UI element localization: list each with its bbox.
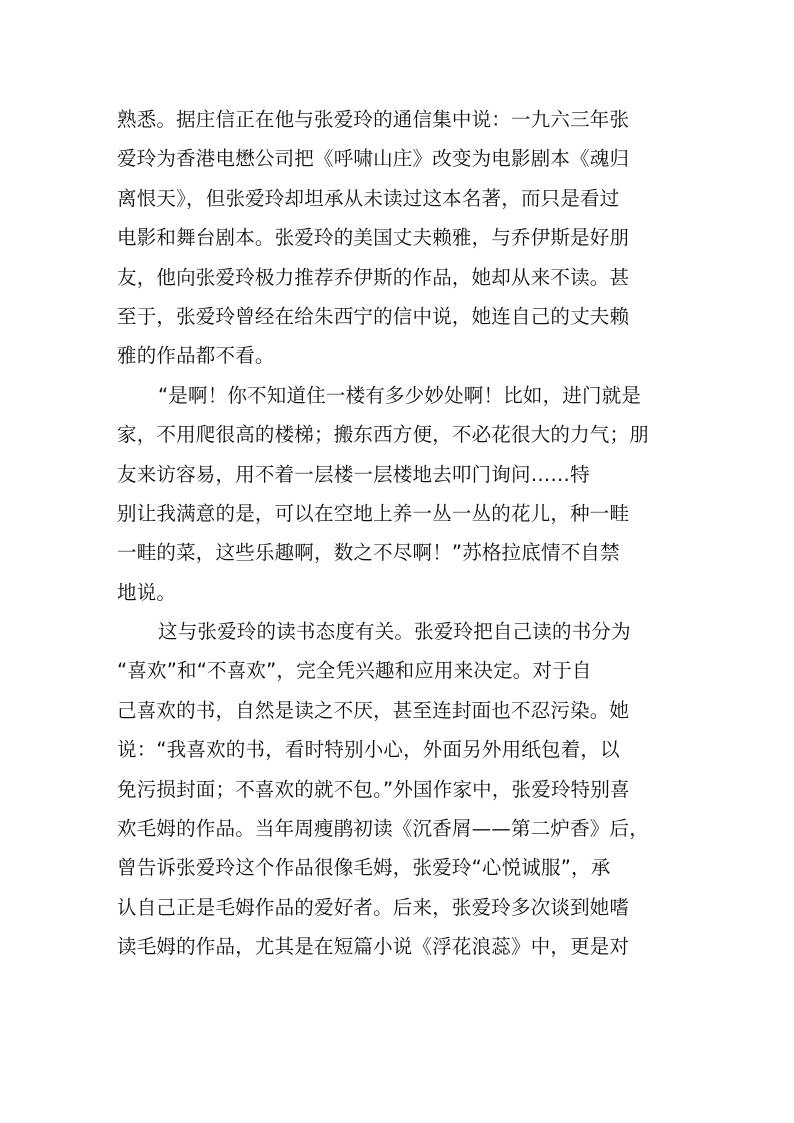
text-line: 欢毛姆的作品。当年周瘦鹃初读《沉香屑——第二炉香》后，	[117, 817, 649, 841]
paragraph-3	[117, 612, 677, 967]
text-line: 免污损封面；不喜欢的就不包。”外国作家中，张爱玲特别喜	[117, 777, 630, 801]
text-line: 友，他向张爱玲极力推荐乔伊斯的作品，她却从来不读。甚	[117, 265, 630, 289]
text-line: 这与张爱玲的读书态度有关。张爱玲把自己读的书分为	[158, 620, 631, 644]
text-line: 地说。	[117, 580, 177, 604]
paragraph-2	[117, 376, 677, 612]
text-line: 家，不用爬很高的楼梯；搬东西方便，不必花很大的力气；朋	[117, 423, 649, 447]
text-line: 别让我满意的是，可以在空地上养一丛一丛的花儿，种一畦	[117, 501, 630, 525]
text-line: 熟悉。据庄信正在他与张爱玲的通信集中说：一九六三年张	[117, 108, 630, 131]
text-line: 一畦的菜，这些乐趣啊，数之不尽啊！”苏格拉底情不自禁	[117, 541, 620, 565]
text-line: 友来访容易，用不着一层楼一层楼地去叩门询问……特	[117, 462, 590, 486]
text-line: “是啊！你不知道住一楼有多少妙处啊！比如，进门就是	[158, 383, 642, 407]
text-line: 雅的作品都不看。	[117, 344, 275, 368]
text-line: 离恨天》，但张爱玲却坦承从未读过这本名著，而只是看过	[117, 186, 620, 210]
text-line: 说：“我喜欢的书，看时特别小心，外面另外用纸包着，以	[117, 738, 620, 762]
text-line: 认自己正是毛姆作品的爱好者。后来，张爱玲多次谈到她嗜	[117, 895, 630, 919]
document-body	[117, 100, 677, 967]
text-line: 电影和舞台剧本。张爱玲的美国丈夫赖雅，与乔伊斯是好朋	[117, 226, 630, 250]
paragraph-1	[117, 100, 677, 376]
text-line: “喜欢”和“不喜欢”，完全凭兴趣和应用来决定。对于自	[117, 659, 592, 683]
text-line: 曾告诉张爱玲这个作品很像毛姆，张爱玲“心悦诚服”，承	[117, 856, 611, 880]
text-line: 至于，张爱玲曾经在给朱西宁的信中说，她连自己的丈夫赖	[117, 304, 630, 328]
text-line: 读毛姆的作品，尤其是在短篇小说《浮花浪蕊》中，更是对	[117, 935, 630, 959]
text-line: 己喜欢的书，自然是读之不厌，甚至连封面也不忍污染。她	[117, 698, 630, 722]
text-line: 爱玲为香港电懋公司把《呼啸山庄》改变为电影剧本《魂归	[117, 147, 630, 171]
